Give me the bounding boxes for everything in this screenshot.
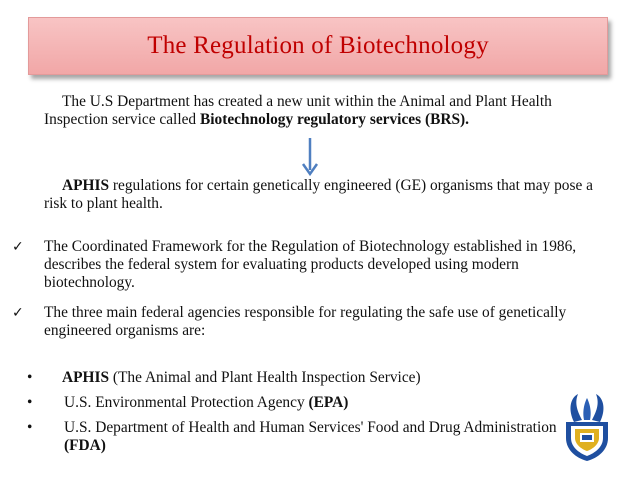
slide-title: The Regulation of Biotechnology — [147, 32, 489, 59]
check-item-text: The three main federal agencies responsible for regulating the safe use of genetically engineered organisms are: — [44, 304, 567, 339]
university-crest-logo — [560, 392, 614, 462]
paragraph-aphis-text: regulations for certain genetically engineered (GE) organisms that may pose a risk to plant health. — [44, 177, 593, 212]
check-item-text: The Coordinated Framework for the Regulation of Biotechnology established in 1986, describes the federal system for evaluating products developed using modern biotechnology. — [44, 238, 577, 291]
bullet-item-text: (The Animal and Plant Health Inspection Service) — [109, 369, 421, 386]
checkmark-icon: ✓ — [12, 305, 24, 321]
paragraph-aphis-bold: APHIS — [62, 177, 110, 194]
down-arrow-icon — [299, 137, 321, 179]
bullet-item-bold: (FDA) — [64, 437, 106, 454]
paragraph-brs — [44, 93, 599, 129]
checkmark-icon: ✓ — [12, 239, 24, 255]
bullet-icon: • — [27, 419, 33, 436]
paragraph-aphis — [44, 177, 599, 213]
paragraph-brs-bold: Biotechnology regulatory services (BRS). — [199, 111, 469, 128]
bullet-icon: • — [27, 369, 33, 386]
slide-title-box — [28, 17, 608, 75]
paragraph-brs-text: The U.S Department has created a new unit within the Animal and Plant Health Inspection service called — [44, 93, 552, 128]
bullet-item-text: U.S. Environmental Protection Agency — [64, 394, 309, 411]
bullet-item-text: U.S. Department of Health and Human Services' Food and Drug Administration — [64, 419, 557, 436]
bullet-item-bold: APHIS — [62, 369, 110, 386]
bullet-item-bold: (EPA) — [308, 394, 349, 411]
bullet-icon: • — [27, 394, 33, 411]
